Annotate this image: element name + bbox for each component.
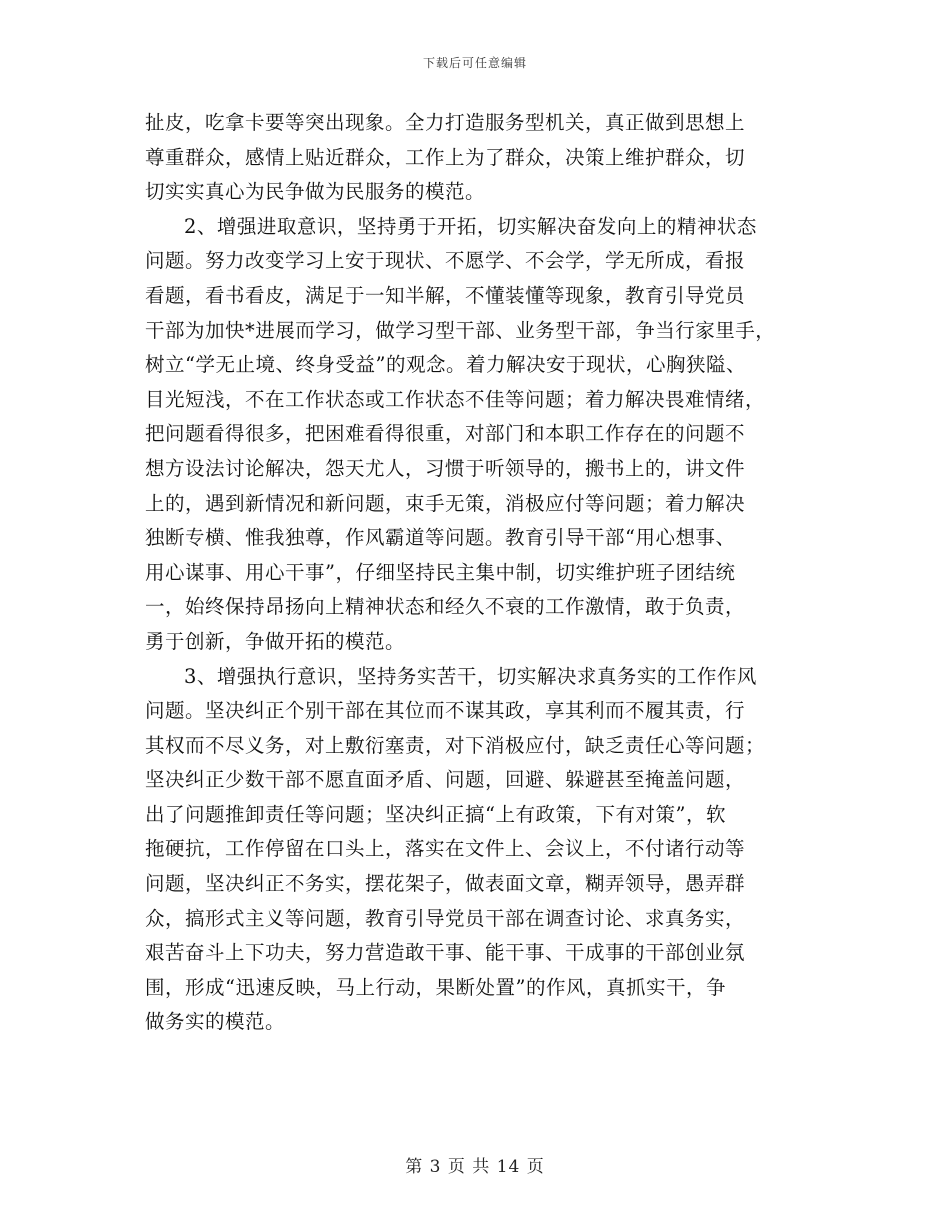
text-line: 看题，看书看皮，满足于一知半解，不懂装懂等现象，教育引导党员 bbox=[145, 283, 746, 307]
text-line: 切实实真心为民争做为民服务的模范。 bbox=[145, 180, 486, 204]
text-line: 围，形成“迅速反映，马上行动，果断处置”的作风，真抓实干，争 bbox=[145, 975, 726, 999]
text-line: 想方设法讨论解决，怨天尤人，习惯于听领导的，搬书上的，讲文件 bbox=[145, 456, 746, 480]
text-line: 独断专横、惟我独尊，作风霸道等问题。教育引导干部“用心想事、 bbox=[145, 526, 736, 550]
text-line: 众，搞形式主义等问题，教育引导党员干部在调查讨论、求真务实， bbox=[145, 906, 746, 930]
text-line: 问题。坚决纠正个别干部在其位而不谋其政，享其利而不履其责，行 bbox=[145, 699, 746, 723]
page-header: 下载后可任意编辑 bbox=[422, 56, 527, 70]
text-line: 问题。努力改变学习上安于现状、不愿学、不会学，学无所成，看报 bbox=[145, 249, 746, 273]
text-line: 勇于创新，争做开拓的模范。 bbox=[145, 629, 406, 653]
text-line: 把问题看得很多，把困难看得很重，对部门和本职工作存在的问题不 bbox=[145, 422, 746, 446]
text-line: 做务实的模范。 bbox=[145, 1010, 286, 1034]
text-line: 目光短浅，不在工作状态或工作状态不佳等问题；着力解决畏难情绪， bbox=[145, 387, 766, 411]
text-line: 出了问题推卸责任等问题；坚决纠正搞“上有政策，下有对策”，软 bbox=[145, 802, 726, 826]
paragraph-start-line: 3、增强执行意识，坚持务实苦干，切实解决求真务实的工作作风 bbox=[184, 664, 757, 688]
text-line: 一，始终保持昂扬向上精神状态和经久不衰的工作激情，敢于负责， bbox=[145, 595, 746, 619]
text-line: 上的，遇到新情况和新问题，束手无策，消极应付等问题；着力解决 bbox=[145, 491, 746, 515]
text-line: 树立“学无止境、终身受益”的观念。着力解决安于现状，心胸狭隘、 bbox=[145, 353, 746, 377]
text-line: 其权而不尽义务，对上敷衍塞责，对下消极应付，缺乏责任心等问题； bbox=[145, 733, 766, 757]
text-line: 坚决纠正少数干部不愿直面矛盾、问题，回避、躲避甚至掩盖问题， bbox=[145, 768, 746, 792]
document-body bbox=[145, 106, 815, 1040]
paragraph-start-line: 2、增强进取意识，坚持勇于开拓，切实解决奋发向上的精神状态 bbox=[184, 214, 757, 238]
text-line: 干部为加快*进展而学习，做学习型干部、业务型干部，争当行家里手， bbox=[145, 318, 776, 342]
text-line: 用心谋事、用心干事”，仔细坚持民主集中制，切实维护班子团结统 bbox=[145, 560, 736, 584]
page-footer: 第 3 页 共 14 页 bbox=[405, 1157, 545, 1177]
text-line: 问题，坚决纠正不务实，摆花架子，做表面文章，糊弄领导，愚弄群 bbox=[145, 872, 746, 896]
text-line: 扯皮，吃拿卡要等突出现象。全力打造服务型机关，真正做到思想上 bbox=[145, 111, 746, 134]
text-line: 尊重群众，感情上贴近群众，工作上为了群众，决策上维护群众，切 bbox=[145, 145, 746, 169]
text-line: 拖硬抗，工作停留在口头上，落实在文件上、会议上，不付诸行动等 bbox=[145, 837, 746, 861]
text-line: 艰苦奋斗上下功夫，努力营造敢干事、能干事、干成事的干部创业氛 bbox=[145, 941, 746, 965]
